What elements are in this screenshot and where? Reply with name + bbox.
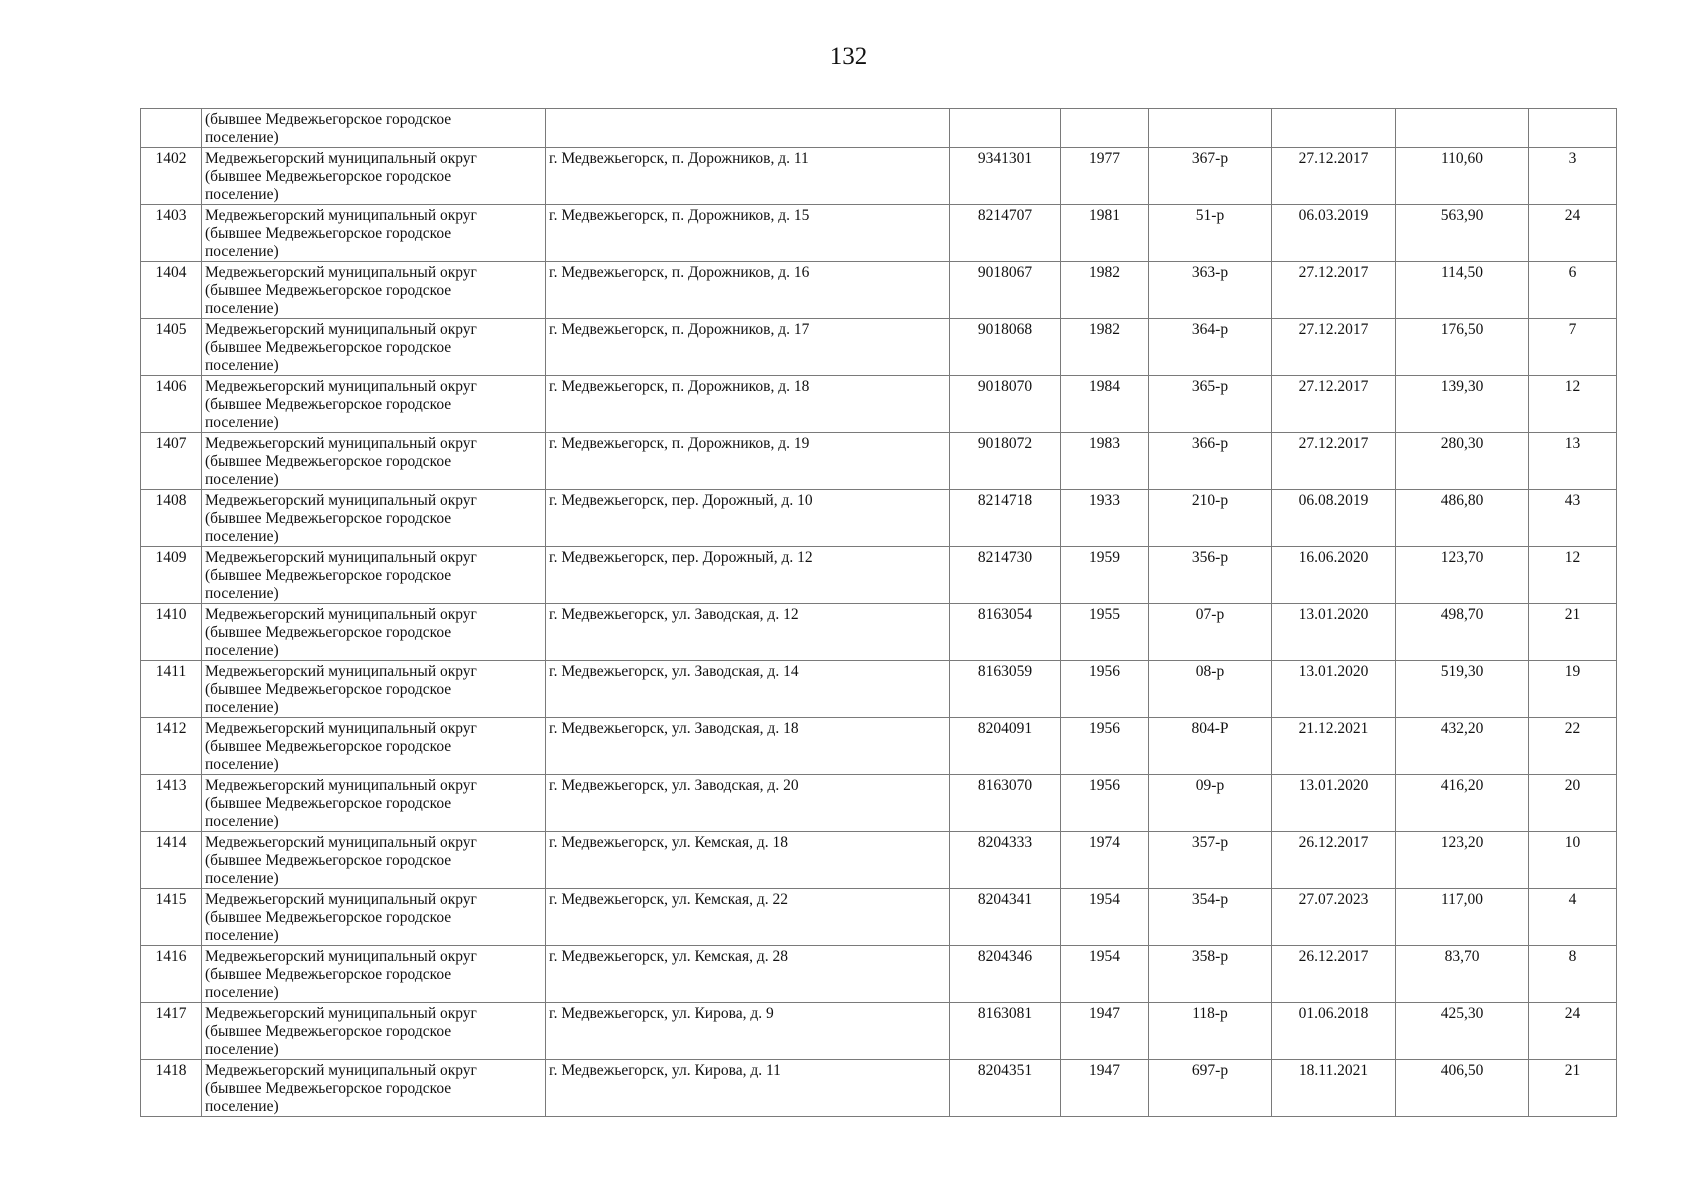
municipality-line: Медвежьегорский муниципальный округ (205, 891, 477, 908)
year-cell: 1982 (1061, 319, 1149, 376)
municipality-line: (бывшее Медвежьегорское городское (205, 339, 452, 356)
area-cell: 83,70 (1396, 946, 1529, 1003)
table-row (141, 547, 1617, 604)
table-row (141, 661, 1617, 718)
doc-date-cell: 27.12.2017 (1272, 148, 1396, 205)
area-cell (1396, 109, 1529, 148)
municipality-cell (202, 262, 546, 319)
address-cell: г. Медвежьегорск, ул. Заводская, д. 18 (546, 718, 950, 775)
municipality-line: Медвежьегорский муниципальный округ (205, 549, 477, 566)
municipality-line: поселение) (205, 357, 279, 374)
municipality-line: поселение) (205, 471, 279, 488)
area-cell: 563,90 (1396, 205, 1529, 262)
count-cell: 12 (1529, 376, 1617, 433)
area-cell: 486,80 (1396, 490, 1529, 547)
count-cell: 10 (1529, 832, 1617, 889)
address-cell: г. Медвежьегорск, ул. Кемская, д. 18 (546, 832, 950, 889)
doc-date-cell: 06.03.2019 (1272, 205, 1396, 262)
building-id-cell: 9018070 (950, 376, 1061, 433)
building-id-cell: 8163059 (950, 661, 1061, 718)
municipality-line: поселение) (205, 243, 279, 260)
year-cell: 1954 (1061, 889, 1149, 946)
count-cell: 4 (1529, 889, 1617, 946)
doc-number-cell: 364-р (1149, 319, 1272, 376)
municipality-line: (бывшее Медвежьегорское городское (205, 1080, 452, 1097)
count-cell: 6 (1529, 262, 1617, 319)
doc-date-cell: 27.07.2023 (1272, 889, 1396, 946)
doc-number-cell: 804-Р (1149, 718, 1272, 775)
address-cell: г. Медвежьегорск, п. Дорожников, д. 19 (546, 433, 950, 490)
doc-date-cell: 21.12.2021 (1272, 718, 1396, 775)
row-number-cell: 1405 (141, 319, 202, 376)
building-id-cell: 8214707 (950, 205, 1061, 262)
doc-number-cell: 363-р (1149, 262, 1272, 319)
address-cell: г. Медвежьегорск, п. Дорожников, д. 11 (546, 148, 950, 205)
count-cell: 24 (1529, 1003, 1617, 1060)
year-cell: 1983 (1061, 433, 1149, 490)
count-cell: 8 (1529, 946, 1617, 1003)
address-cell: г. Медвежьегорск, пер. Дорожный, д. 10 (546, 490, 950, 547)
row-number-cell: 1413 (141, 775, 202, 832)
area-cell: 425,30 (1396, 1003, 1529, 1060)
count-cell: 43 (1529, 490, 1617, 547)
building-id-cell: 9341301 (950, 148, 1061, 205)
municipality-line: (бывшее Медвежьегорское городское (205, 282, 452, 299)
year-cell: 1947 (1061, 1060, 1149, 1117)
municipality-line: Медвежьегорский муниципальный округ (205, 720, 477, 737)
row-number-cell: 1403 (141, 205, 202, 262)
municipality-cell (202, 319, 546, 376)
municipality-cell (202, 109, 546, 148)
area-cell: 519,30 (1396, 661, 1529, 718)
doc-number-cell: 08-р (1149, 661, 1272, 718)
municipality-line: поселение) (205, 129, 279, 146)
doc-date-cell: 27.12.2017 (1272, 376, 1396, 433)
doc-date-cell: 27.12.2017 (1272, 262, 1396, 319)
area-cell: 176,50 (1396, 319, 1529, 376)
municipality-line: Медвежьегорский муниципальный округ (205, 777, 477, 794)
building-id-cell: 8204351 (950, 1060, 1061, 1117)
row-number-cell: 1407 (141, 433, 202, 490)
doc-number-cell: 366-р (1149, 433, 1272, 490)
year-cell: 1974 (1061, 832, 1149, 889)
row-number-cell: 1410 (141, 604, 202, 661)
municipality-line: (бывшее Медвежьегорское городское (205, 1023, 452, 1040)
doc-number-cell (1149, 109, 1272, 148)
table-row (141, 775, 1617, 832)
year-cell: 1947 (1061, 1003, 1149, 1060)
area-cell: 110,60 (1396, 148, 1529, 205)
municipality-line: (бывшее Медвежьегорское городское (205, 111, 452, 128)
row-number-cell (141, 109, 202, 148)
area-cell: 432,20 (1396, 718, 1529, 775)
doc-date-cell: 18.11.2021 (1272, 1060, 1396, 1117)
count-cell: 20 (1529, 775, 1617, 832)
doc-number-cell: 357-р (1149, 832, 1272, 889)
row-number-cell: 1408 (141, 490, 202, 547)
building-id-cell: 8204333 (950, 832, 1061, 889)
row-number-cell: 1404 (141, 262, 202, 319)
address-cell: г. Медвежьегорск, ул. Кемская, д. 22 (546, 889, 950, 946)
doc-date-cell: 27.12.2017 (1272, 319, 1396, 376)
count-cell: 19 (1529, 661, 1617, 718)
municipality-line: (бывшее Медвежьегорское городское (205, 681, 452, 698)
table-row (141, 1060, 1617, 1117)
year-cell (1061, 109, 1149, 148)
area-cell: 416,20 (1396, 775, 1529, 832)
doc-date-cell (1272, 109, 1396, 148)
year-cell: 1982 (1061, 262, 1149, 319)
count-cell: 13 (1529, 433, 1617, 490)
municipality-cell (202, 889, 546, 946)
table-row (141, 604, 1617, 661)
table-row (141, 832, 1617, 889)
doc-date-cell: 13.01.2020 (1272, 604, 1396, 661)
municipality-line: (бывшее Медвежьегорское городское (205, 624, 452, 641)
year-cell: 1977 (1061, 148, 1149, 205)
municipality-line: Медвежьегорский муниципальный округ (205, 1062, 477, 1079)
municipality-line: Медвежьегорский муниципальный округ (205, 207, 477, 224)
doc-number-cell: 07-р (1149, 604, 1272, 661)
municipality-line: (бывшее Медвежьегорское городское (205, 510, 452, 527)
address-cell: г. Медвежьегорск, ул. Заводская, д. 12 (546, 604, 950, 661)
registry-table (140, 108, 1617, 1117)
year-cell: 1981 (1061, 205, 1149, 262)
address-cell: г. Медвежьегорск, п. Дорожников, д. 18 (546, 376, 950, 433)
municipality-line: (бывшее Медвежьегорское городское (205, 909, 452, 926)
municipality-line: поселение) (205, 1098, 279, 1115)
table-row (141, 433, 1617, 490)
address-cell: г. Медвежьегорск, п. Дорожников, д. 15 (546, 205, 950, 262)
building-id-cell: 8163054 (950, 604, 1061, 661)
area-cell: 117,00 (1396, 889, 1529, 946)
municipality-line: Медвежьегорский муниципальный округ (205, 1005, 477, 1022)
year-cell: 1959 (1061, 547, 1149, 604)
municipality-cell (202, 832, 546, 889)
municipality-line: поселение) (205, 699, 279, 716)
year-cell: 1956 (1061, 775, 1149, 832)
row-number-cell: 1415 (141, 889, 202, 946)
municipality-line: поселение) (205, 984, 279, 1001)
doc-number-cell: 118-р (1149, 1003, 1272, 1060)
doc-date-cell: 06.08.2019 (1272, 490, 1396, 547)
municipality-cell (202, 433, 546, 490)
row-number-cell: 1409 (141, 547, 202, 604)
year-cell: 1933 (1061, 490, 1149, 547)
count-cell: 22 (1529, 718, 1617, 775)
municipality-line: (бывшее Медвежьегорское городское (205, 396, 452, 413)
municipality-line: Медвежьегорский муниципальный округ (205, 606, 477, 623)
table-row (141, 319, 1617, 376)
municipality-line: поселение) (205, 186, 279, 203)
municipality-cell (202, 148, 546, 205)
municipality-line: (бывшее Медвежьегорское городское (205, 453, 452, 470)
municipality-cell (202, 547, 546, 604)
table-row (141, 946, 1617, 1003)
table-row (141, 376, 1617, 433)
year-cell: 1956 (1061, 661, 1149, 718)
doc-date-cell: 16.06.2020 (1272, 547, 1396, 604)
row-number-cell: 1412 (141, 718, 202, 775)
building-id-cell: 8163070 (950, 775, 1061, 832)
count-cell (1529, 109, 1617, 148)
municipality-cell (202, 1060, 546, 1117)
municipality-line: Медвежьегорский муниципальный округ (205, 150, 477, 167)
municipality-line: Медвежьегорский муниципальный округ (205, 663, 477, 680)
doc-date-cell: 13.01.2020 (1272, 775, 1396, 832)
doc-date-cell: 26.12.2017 (1272, 946, 1396, 1003)
year-cell: 1984 (1061, 376, 1149, 433)
doc-number-cell: 697-р (1149, 1060, 1272, 1117)
municipality-line: Медвежьегорский муниципальный округ (205, 492, 477, 509)
municipality-line: поселение) (205, 1041, 279, 1058)
count-cell: 3 (1529, 148, 1617, 205)
doc-date-cell: 27.12.2017 (1272, 433, 1396, 490)
doc-number-cell: 354-р (1149, 889, 1272, 946)
municipality-line: (бывшее Медвежьегорское городское (205, 852, 452, 869)
municipality-line: Медвежьегорский муниципальный округ (205, 264, 477, 281)
doc-number-cell: 365-р (1149, 376, 1272, 433)
table-row (141, 490, 1617, 547)
municipality-cell (202, 376, 546, 433)
table-row-partial (141, 109, 1617, 148)
count-cell: 12 (1529, 547, 1617, 604)
doc-number-cell: 356-р (1149, 547, 1272, 604)
address-cell: г. Медвежьегорск, пер. Дорожный, д. 12 (546, 547, 950, 604)
row-number-cell: 1416 (141, 946, 202, 1003)
table-row (141, 148, 1617, 205)
municipality-line: поселение) (205, 870, 279, 887)
doc-date-cell: 26.12.2017 (1272, 832, 1396, 889)
building-id-cell: 9018072 (950, 433, 1061, 490)
area-cell: 498,70 (1396, 604, 1529, 661)
address-cell: г. Медвежьегорск, п. Дорожников, д. 16 (546, 262, 950, 319)
municipality-line: (бывшее Медвежьегорское городское (205, 168, 452, 185)
municipality-cell (202, 946, 546, 1003)
municipality-line: (бывшее Медвежьегорское городское (205, 738, 452, 755)
address-cell: г. Медвежьегорск, ул. Заводская, д. 14 (546, 661, 950, 718)
municipality-line: (бывшее Медвежьегорское городское (205, 795, 452, 812)
doc-date-cell: 13.01.2020 (1272, 661, 1396, 718)
municipality-line: поселение) (205, 414, 279, 431)
year-cell: 1955 (1061, 604, 1149, 661)
address-cell: г. Медвежьегорск, ул. Кемская, д. 28 (546, 946, 950, 1003)
area-cell: 280,30 (1396, 433, 1529, 490)
year-cell: 1956 (1061, 718, 1149, 775)
municipality-line: поселение) (205, 528, 279, 545)
address-cell: г. Медвежьегорск, ул. Кирова, д. 9 (546, 1003, 950, 1060)
municipality-line: Медвежьегорский муниципальный округ (205, 321, 477, 338)
year-cell: 1954 (1061, 946, 1149, 1003)
building-id-cell: 9018067 (950, 262, 1061, 319)
municipality-line: (бывшее Медвежьегорское городское (205, 966, 452, 983)
municipality-cell (202, 490, 546, 547)
address-cell (546, 109, 950, 148)
row-number-cell: 1406 (141, 376, 202, 433)
row-number-cell: 1411 (141, 661, 202, 718)
municipality-line: (бывшее Медвежьегорское городское (205, 567, 452, 584)
municipality-cell (202, 205, 546, 262)
municipality-line: поселение) (205, 927, 279, 944)
municipality-line: поселение) (205, 756, 279, 773)
municipality-line: Медвежьегорский муниципальный округ (205, 435, 477, 452)
municipality-cell (202, 661, 546, 718)
municipality-cell (202, 775, 546, 832)
table-body (141, 109, 1617, 1117)
building-id-cell: 8214718 (950, 490, 1061, 547)
area-cell: 123,20 (1396, 832, 1529, 889)
area-cell: 123,70 (1396, 547, 1529, 604)
page-number: 132 (829, 43, 868, 70)
doc-number-cell: 09-р (1149, 775, 1272, 832)
address-cell: г. Медвежьегорск, п. Дорожников, д. 17 (546, 319, 950, 376)
building-id-cell: 8204346 (950, 946, 1061, 1003)
row-number-cell: 1402 (141, 148, 202, 205)
table-row (141, 718, 1617, 775)
row-number-cell: 1417 (141, 1003, 202, 1060)
area-cell: 139,30 (1396, 376, 1529, 433)
municipality-line: поселение) (205, 300, 279, 317)
municipality-line: поселение) (205, 585, 279, 602)
building-id-cell: 8204341 (950, 889, 1061, 946)
area-cell: 114,50 (1396, 262, 1529, 319)
building-id-cell: 8163081 (950, 1003, 1061, 1060)
table-row (141, 1003, 1617, 1060)
count-cell: 24 (1529, 205, 1617, 262)
doc-date-cell: 01.06.2018 (1272, 1003, 1396, 1060)
count-cell: 7 (1529, 319, 1617, 376)
area-cell: 406,50 (1396, 1060, 1529, 1117)
count-cell: 21 (1529, 1060, 1617, 1117)
building-id-cell: 8214730 (950, 547, 1061, 604)
doc-number-cell: 51-р (1149, 205, 1272, 262)
row-number-cell: 1414 (141, 832, 202, 889)
municipality-line: Медвежьегорский муниципальный округ (205, 834, 477, 851)
municipality-line: (бывшее Медвежьегорское городское (205, 225, 452, 242)
municipality-line: Медвежьегорский муниципальный округ (205, 948, 477, 965)
building-id-cell: 8204091 (950, 718, 1061, 775)
municipality-cell (202, 604, 546, 661)
municipality-line: поселение) (205, 813, 279, 830)
table-row (141, 262, 1617, 319)
doc-number-cell: 210-р (1149, 490, 1272, 547)
building-id-cell: 9018068 (950, 319, 1061, 376)
row-number-cell: 1418 (141, 1060, 202, 1117)
municipality-cell (202, 1003, 546, 1060)
table-row (141, 889, 1617, 946)
doc-number-cell: 367-р (1149, 148, 1272, 205)
building-id-cell (950, 109, 1061, 148)
doc-number-cell: 358-р (1149, 946, 1272, 1003)
municipality-line: поселение) (205, 642, 279, 659)
municipality-cell (202, 718, 546, 775)
address-cell: г. Медвежьегорск, ул. Заводская, д. 20 (546, 775, 950, 832)
count-cell: 21 (1529, 604, 1617, 661)
table-row (141, 205, 1617, 262)
address-cell: г. Медвежьегорск, ул. Кирова, д. 11 (546, 1060, 950, 1117)
municipality-line: Медвежьегорский муниципальный округ (205, 378, 477, 395)
